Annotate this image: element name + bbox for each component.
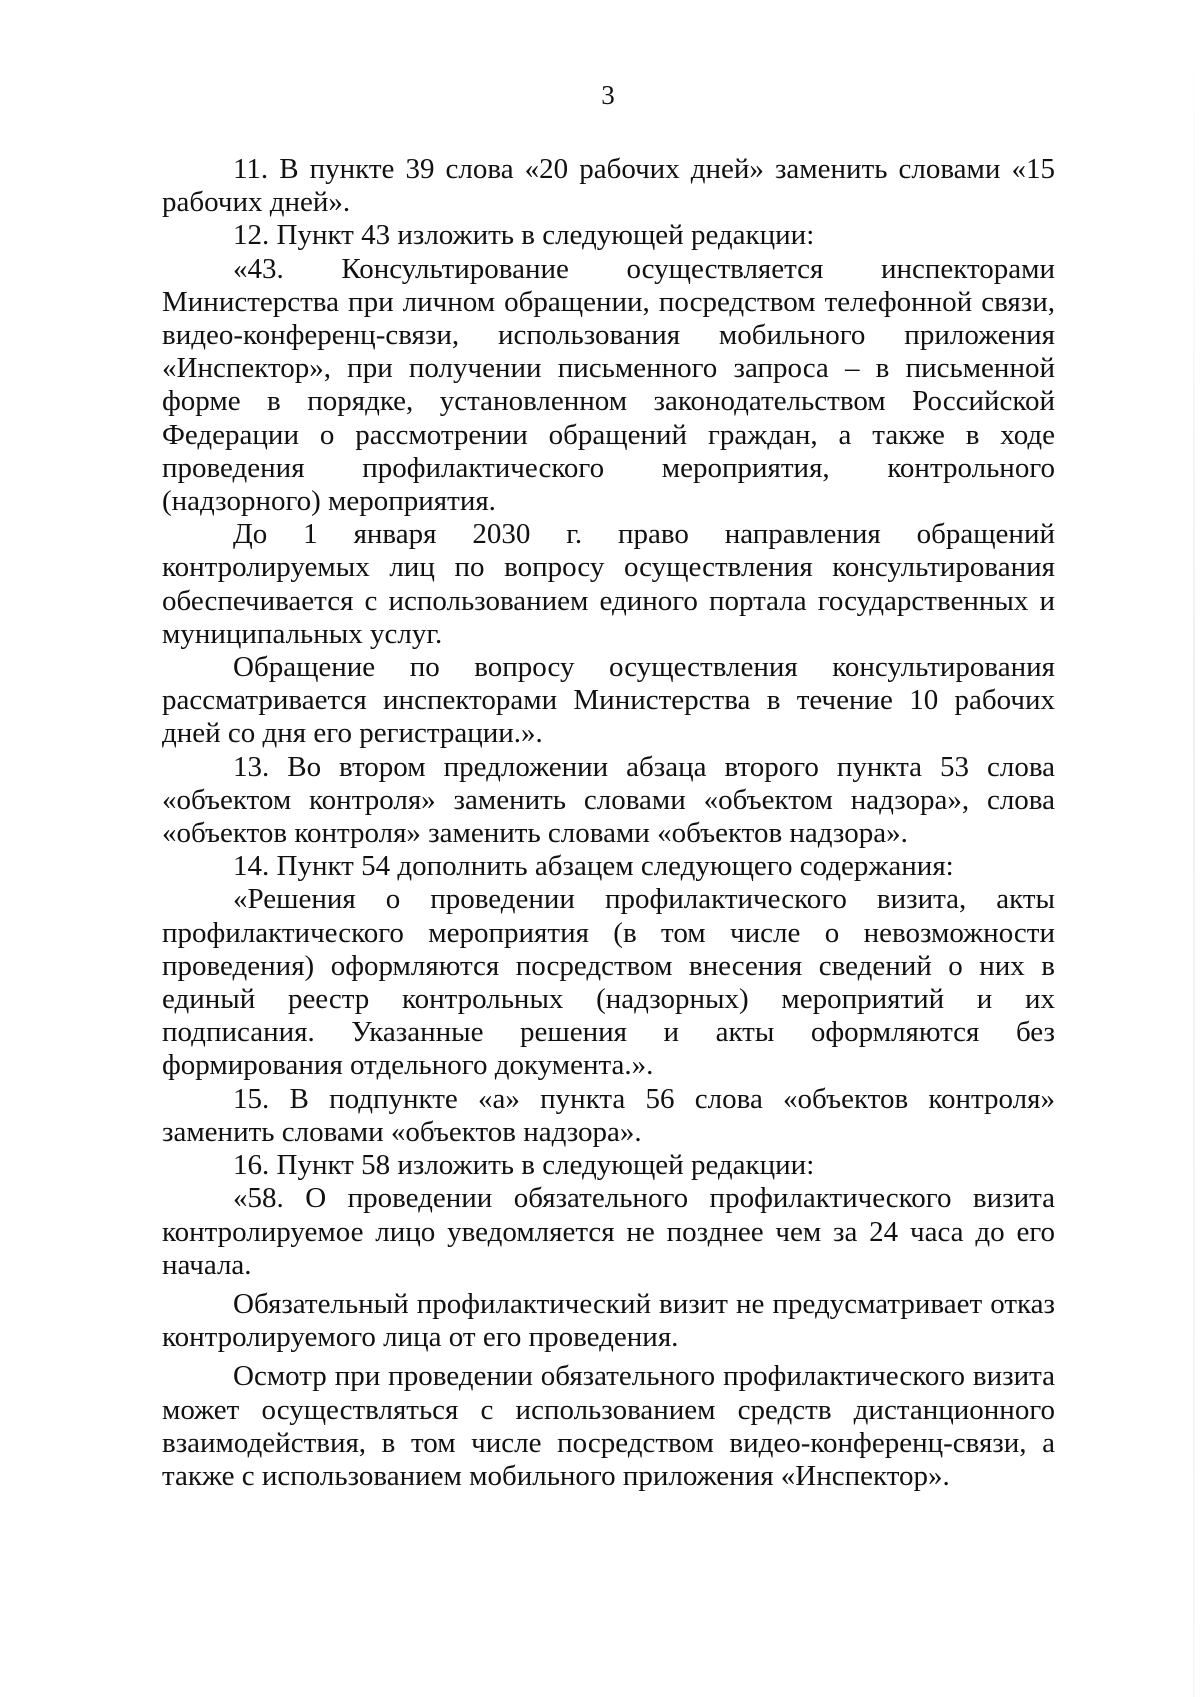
paragraph-item-16: 16. Пункт 58 изложить в следующей редакции: [233, 1149, 815, 1182]
page-number: 3 [601, 80, 615, 110]
paragraph-point-58-remote-inspection: Осмотр при проведении обязательного профилактического визита может осуществляться с использованием средств дистанционного взаимодействия, в том числе посредством видео-конференц-связи, а также с использованием мобильного приложения «Инспектор». [162, 1360, 1055, 1492]
paragraph-point-58-notice: «58. О проведении обязательного профилактического визита контролируемое лицо уведомляется не позднее чем за 24 часа до его начала. [162, 1182, 1055, 1281]
paragraph-point-54-addition: «Решения о проведении профилактического визита, акты профилактического мероприятия (в том числе о невозможности проведения) оформляются посредством внесения сведений о них в единый реестр контрольных (надзорных) мероприятий и их подписания. Указанные решения и акты оформляются без формирования отдельного документа.». [162, 883, 1055, 1082]
paragraph-item-12: 12. Пункт 43 изложить в следующей редакции: [233, 219, 815, 252]
paragraph-point-43-consultation: «43. Консультирование осуществляется инспекторами Министерства при личном обращении, посредством телефонной связи, видео-конференц-связи, использования мобильного приложения «Инспектор», при получении письменного запроса – в письменной форме в порядке, установленном законодательством Российской Федерации о рассмотрении обращений граждан, а также в ходе проведения профилактического мероприятия, контрольного (надзорного) мероприятия. [162, 252, 1055, 518]
document-body [162, 153, 1055, 1493]
paragraph-point-58-no-refusal: Обязательный профилактический визит не предусматривает отказ контролируемого лица от его проведения. [162, 1287, 1055, 1354]
paragraph-item-13: 13. Во втором предложении абзаца второго пункта 53 слова «объектом контроля» заменить словами «объектом надзора», слова «объектов контроля» заменить словами «объектов надзора». [162, 750, 1055, 850]
paragraph-item-14: 14. Пункт 54 дополнить абзацем следующего содержания: [233, 850, 954, 883]
paragraph-point-43-review-term: Обращение по вопросу осуществления консультирования рассматривается инспекторами Министерства в течение 10 рабочих дней со дня его регистрации.». [162, 651, 1055, 750]
scan-edge-mark [1193, 0, 1195, 1697]
paragraph-item-11: 11. В пункте 39 слова «20 рабочих дней» заменить словами «15 рабочих дней». [162, 153, 1055, 219]
paragraph-item-15: 15. В подпункте «а» пункта 56 слова «объектов контроля» заменить словами «объектов надзора». [162, 1082, 1055, 1148]
paragraph-point-43-portal: До 1 января 2030 г. право направления обращений контролируемых лиц по вопросу осуществления консультирования обеспечивается с использованием единого портала государственных и муниципальных услуг. [162, 518, 1055, 650]
